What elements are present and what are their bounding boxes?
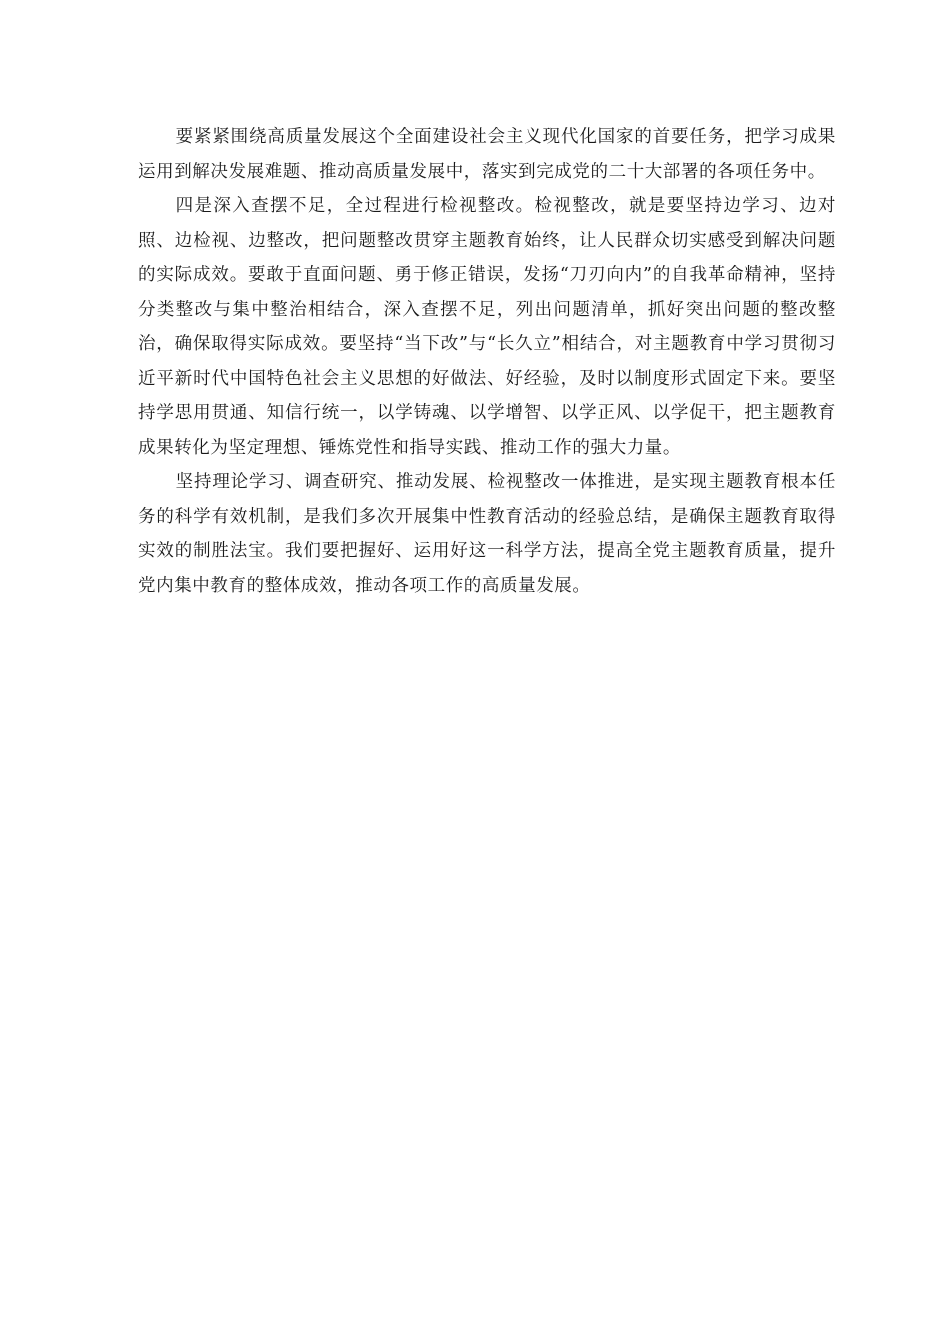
document-body <box>138 120 836 603</box>
paragraph-1: 要紧紧围绕高质量发展这个全面建设社会主义现代化国家的首要任务，把学习成果运用到解决发展难题、推动高质量发展中，落实到完成党的二十大部署的各项任务中。 <box>138 127 836 182</box>
paragraph-3: 坚持理论学习、调查研究、推动发展、检视整改一体推进，是实现主题教育根本任务的科学有效机制，是我们多次开展集中性教育活动的经验总结，是确保主题教育取得实效的制胜法宝。我们要把握好、运用好这一科学方法，提高全党主题教育质量，提升党内集中教育的整体成效，推动各项工作的高质量发展。 <box>138 472 836 596</box>
paragraph-2: 四是深入查摆不足，全过程进行检视整改。检视整改，就是要坚持边学习、边对照、边检视、边整改，把问题整改贯穿主题教育始终，让人民群众切实感受到解决问题的实际成效。要敢于直面问题、勇于修正错误，发扬“刀刃向内”的自我革命精神，坚持分类整改与集中整治相结合，深入查摆不足，列出问题清单，抓好突出问题的整改整治，确保取得实际成效。要坚持“当下改”与“长久立”相结合，对主题教育中学习贯彻习近平新时代中国特色社会主义思想的好做法、好经验，及时以制度形式固定下来。要坚持学思用贯通、知信行统一，以学铸魂、以学增智、以学正风、以学促干，把主题教育成果转化为坚定理想、锤炼党性和指导实践、推动工作的强大力量。 <box>138 196 836 458</box>
